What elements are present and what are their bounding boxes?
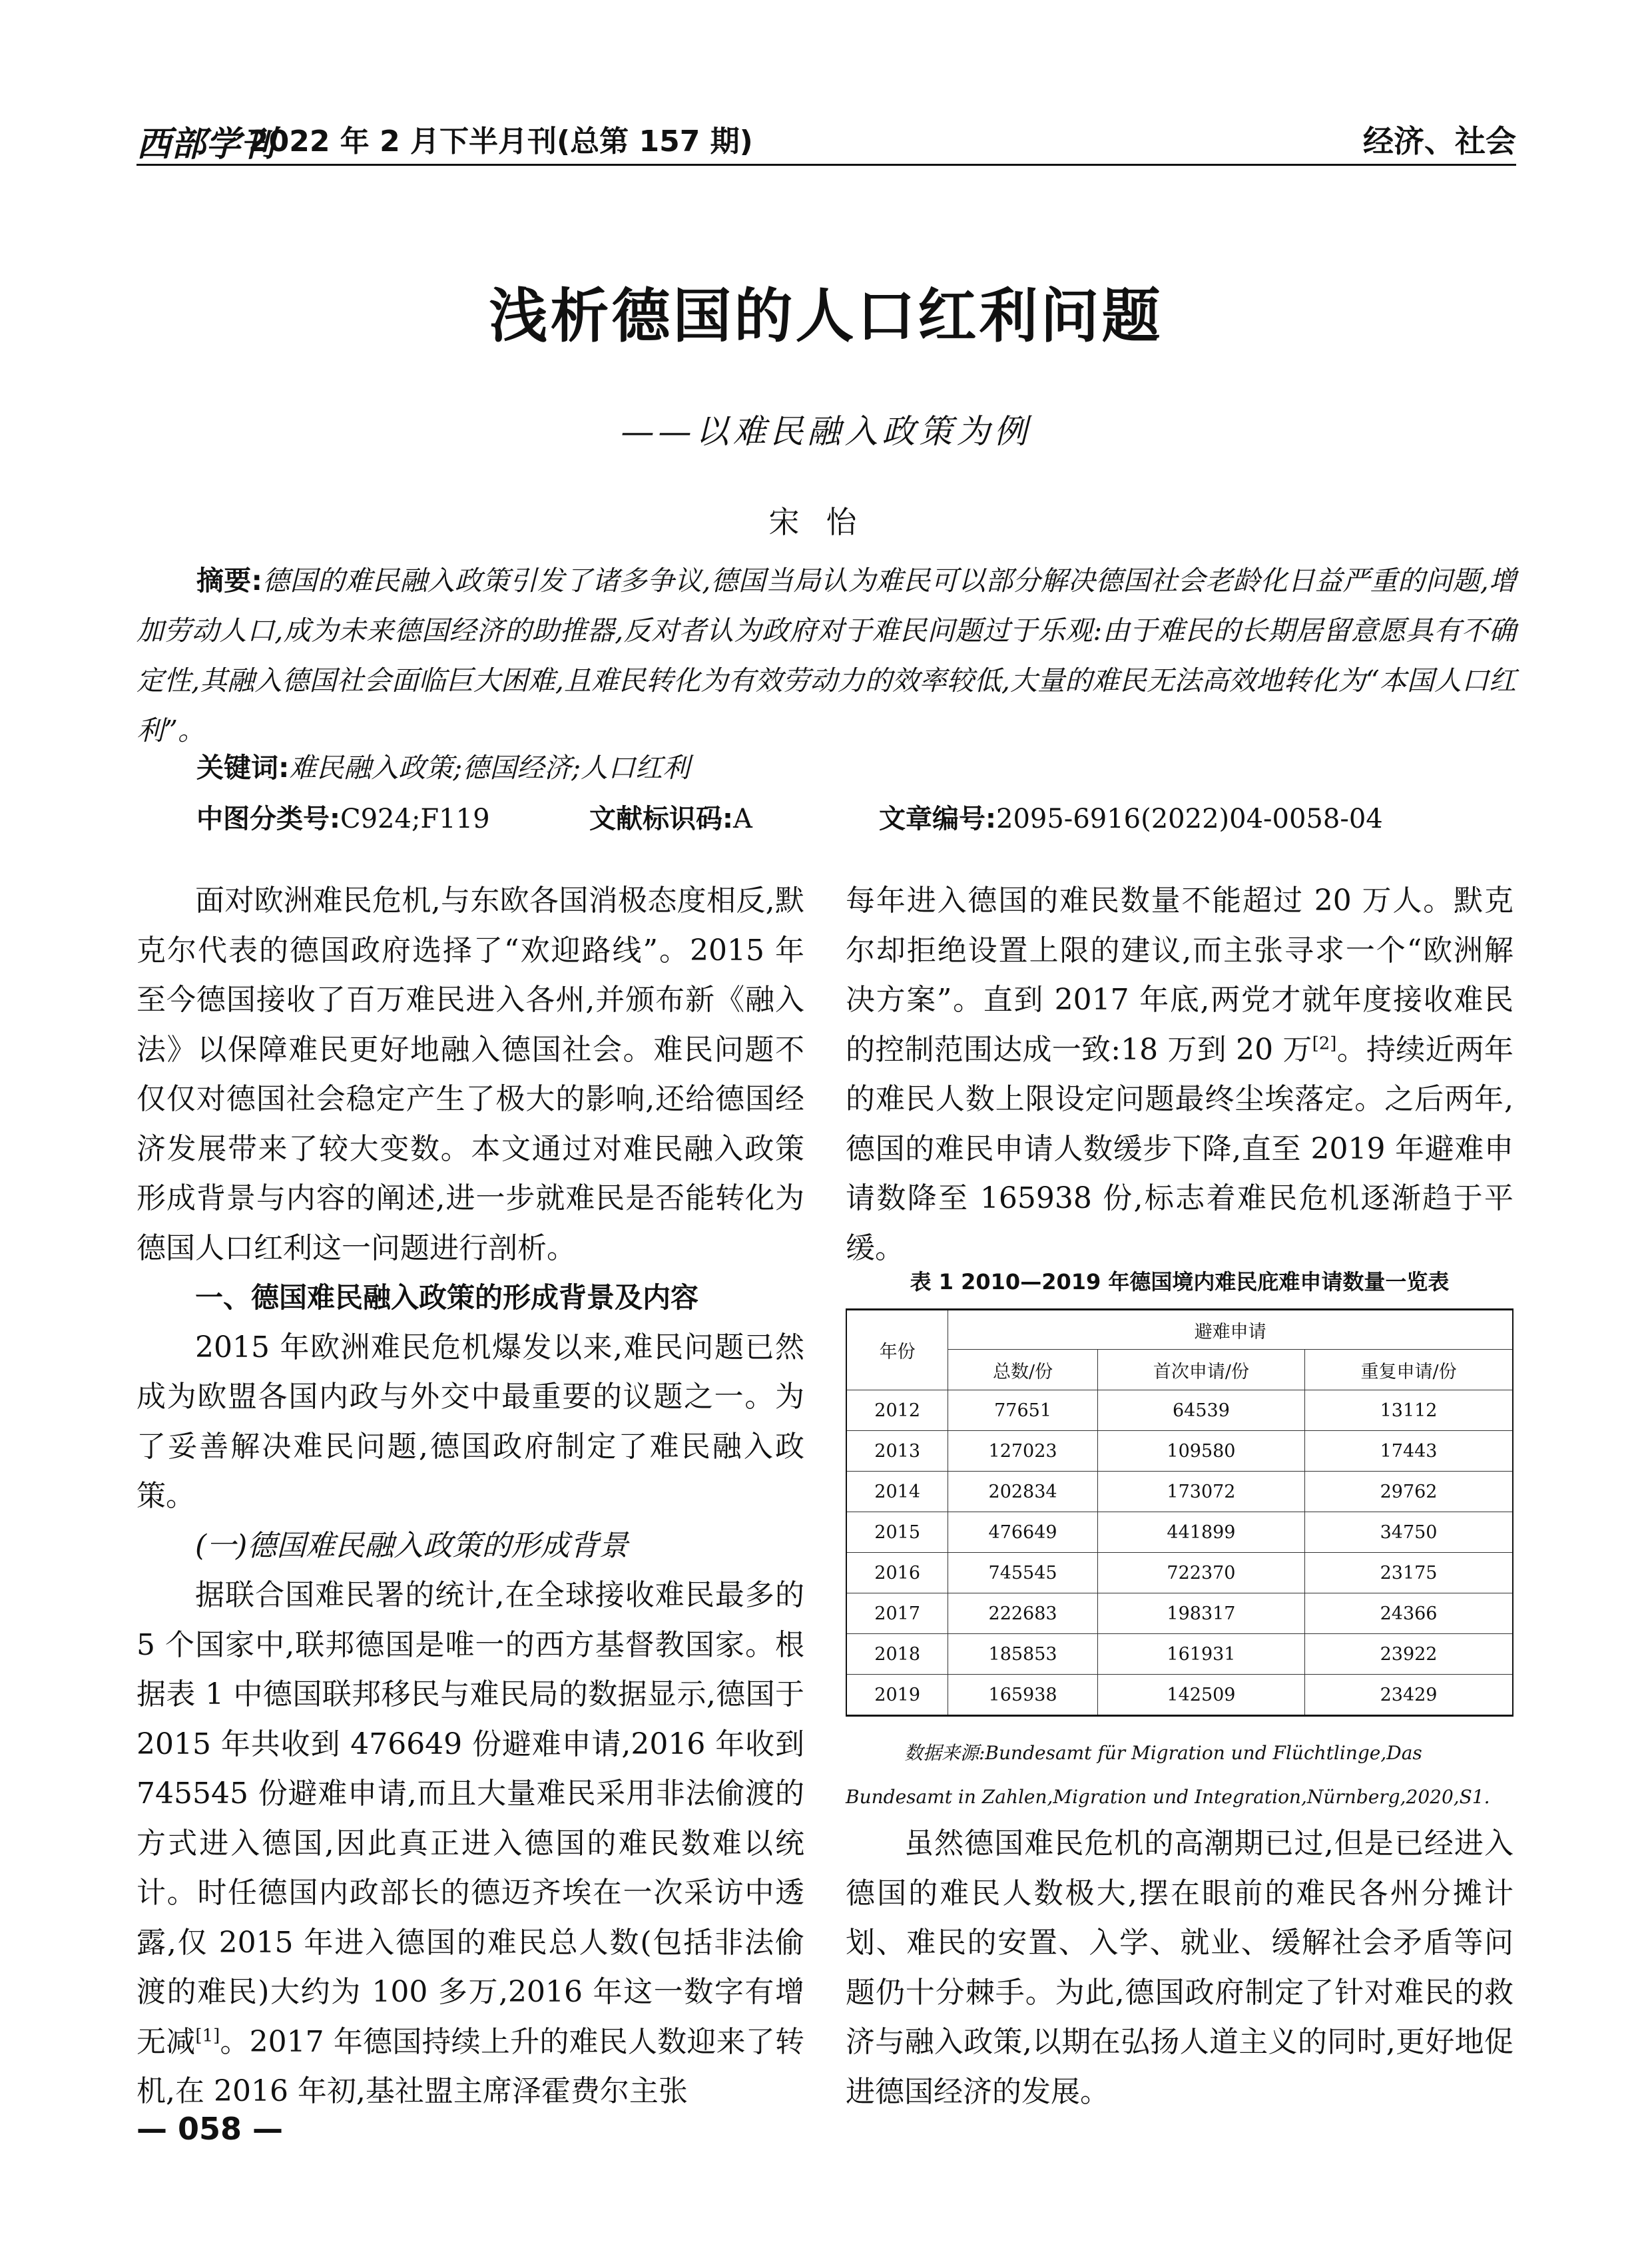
article-title: 浅析德国的人口红利问题	[489, 282, 1163, 350]
body-paragraph: 2015 年欧洲难民危机爆发以来,难民问题已然成为欧盟各国内政与外交中最重要的议题之一。为了妥善解决难民问题,德国政府制定了难民融入政策。	[137, 1330, 805, 1513]
author-name: 宋怡	[768, 504, 884, 540]
journal-logo: 西部学刊	[137, 124, 276, 164]
document-code	[589, 798, 752, 836]
body-paragraph: 虽然德国难民危机的高潮期已过,但是已经进入德国的难民人数极大,摆在眼前的难民各州分摊计划、难民的安置、入学、就业、缓解社会矛盾等问题仍十分棘手。为此,德国政府制定了针对难民的救济与融入政策,以期在弘扬人道主义的同时,更好地促进德国经济的发展。	[846, 1826, 1514, 2109]
article-subtitle: ——以难民融入政策为例	[621, 412, 1031, 451]
table-cell: 2019	[846, 1675, 948, 1716]
keywords	[196, 746, 690, 785]
keywords-label: 关键词:	[196, 752, 290, 784]
col-header-total: 总数/份	[948, 1350, 1097, 1390]
subsection-heading: (一)德国难民融入政策的形成背景	[195, 1528, 629, 1563]
table-cell: 29762	[1305, 1472, 1513, 1512]
citation-ref[interactable]: [2]	[1312, 1033, 1337, 1053]
table-row	[846, 1431, 1513, 1472]
table-cell: 23922	[1305, 1634, 1513, 1675]
table-cell: 23175	[1305, 1553, 1513, 1593]
body-paragraph: 面对欧洲难民危机,与东欧各国消极态度相反,默克尔代表的德国政府选择了“欢迎路线”。2015 年至今德国接收了百万难民进入各州,并颁布新《融入法》以保障难民更好地融入德国社会。难民问题不仅仅对德国社会稳定产生了极大的影响,还给德国经济发展带来了较大变数。本文通过对难民融入政策形成背景与内容的阐述,进一步就难民是否能转化为德国人口红利这一问题进行剖析。	[137, 884, 804, 1265]
abstract-label: 摘要:	[196, 565, 262, 597]
table-cell: 34750	[1305, 1512, 1513, 1553]
table-cell: 198317	[1097, 1593, 1304, 1634]
running-header	[137, 112, 1516, 166]
body-text: 。持续近两年的难民人数上限设定问题最终尘埃落定。之后两年,德国的难民申请人数缓步下降,直至 2019 年避难申请数降至 165938 份,标志着难民危机逐渐趋于平缓。	[846, 1032, 1514, 1265]
section-heading: 一、德国难民融入政策的形成背景及内容	[195, 1281, 699, 1314]
table-row	[846, 1472, 1513, 1512]
table-cell: 2015	[846, 1512, 948, 1553]
articleno-value: 2095-6916(2022)04-0058-04	[996, 804, 1383, 834]
table-cell: 17443	[1305, 1431, 1513, 1472]
table-cell: 2012	[846, 1390, 948, 1431]
col-header-repeat: 重复申请/份	[1305, 1350, 1513, 1390]
body-column-left	[137, 876, 804, 2117]
table-cell: 127023	[948, 1431, 1097, 1472]
abstract-text: 德国的难民融入政策引发了诸多争议,德国当局认为难民可以部分解决德国社会老龄化日益严重的问题,增加劳动人口,成为未来德国经济的助推器,反对者认为政府对于难民问题过于乐观:由于难民的长期居留意愿具有不确定性,其融入德国社会面临巨大困难,且难民转化为有效劳动力的效率较低,大量的难民无法高效地转化为“本国人口红利”。	[137, 565, 1517, 746]
table-cell: 202834	[948, 1472, 1097, 1512]
table-cell: 24366	[1305, 1593, 1513, 1634]
clc-label: 中图分类号:	[196, 804, 340, 834]
table-cell: 165938	[948, 1675, 1097, 1716]
issue-info: 2022 年 2 月下半月刊(总第 157 期)	[248, 125, 753, 158]
table-cell: 722370	[1097, 1553, 1304, 1593]
section-label: 经济、社会	[1363, 123, 1516, 159]
table-cell: 476649	[948, 1512, 1097, 1553]
table-row	[846, 1512, 1513, 1553]
page-number: — 058 —	[137, 2111, 284, 2147]
body-paragraph	[846, 876, 1514, 1273]
col-header-group: 避难申请	[948, 1310, 1513, 1350]
body-text: 据联合国难民署的统计,在全球接收难民最多的 5 个国家中,联邦德国是唯一的西方基督教国家。根据表 1 中德国联邦移民与难民局的数据显示,德国于 2015 年共收到 476649 份避难申请,2016 年收到 745545 份避难申请,而且大量难民采用非法偷渡的方式进入德国,因此真正进入德国的难民数难以统计。时任德国内政部长的德迈齐埃在一次采访中透露,仅 2015 年进入德国的难民总人数(包括非法偷渡的难民)大约为 100 多万,2016 年这一数字有增无减	[137, 1578, 804, 2059]
abstract	[137, 556, 1516, 756]
table-cell: 173072	[1097, 1472, 1304, 1512]
table-cell: 142509	[1097, 1675, 1304, 1716]
body-column-right-lower	[846, 1819, 1514, 2117]
table-cell: 185853	[948, 1634, 1097, 1675]
table-cell: 2018	[846, 1634, 948, 1675]
table-cell: 441899	[1097, 1512, 1304, 1553]
table-cell: 222683	[948, 1593, 1097, 1634]
table-cell: 64539	[1097, 1390, 1304, 1431]
table-caption: 表 1 2010—2019 年德国境内难民庇难申请数量一览表	[910, 1269, 1450, 1294]
table-row	[846, 1390, 1513, 1431]
table-row	[846, 1593, 1513, 1634]
table-cell: 109580	[1097, 1431, 1304, 1472]
body-paragraph	[137, 1571, 804, 2117]
table-cell: 2014	[846, 1472, 948, 1512]
keywords-text: 难民融入政策;德国经济;人口红利	[289, 752, 690, 784]
table-cell: 2017	[846, 1593, 948, 1634]
data-table-container	[846, 1308, 1514, 1717]
asylum-data-table	[846, 1308, 1514, 1717]
doccode-value: A	[733, 804, 752, 834]
article-number	[879, 798, 1383, 836]
table-cell: 161931	[1097, 1634, 1304, 1675]
table-cell: 23429	[1305, 1675, 1513, 1716]
table-cell: 77651	[948, 1390, 1097, 1431]
table-row	[846, 1553, 1513, 1593]
doccode-label: 文献标识码:	[589, 804, 733, 834]
body-text: 每年进入德国的难民数量不能超过 20 万人。默克尔却拒绝设置上限的建议,而主张寻求一个“欧洲解决方案”。直到 2017 年底,两党才就年度接收难民的控制范围达成一致:18 万到 20 万	[846, 884, 1514, 1067]
articleno-label: 文章编号:	[879, 804, 996, 834]
table-cell: 13112	[1305, 1390, 1513, 1431]
body-column-right	[846, 876, 1514, 1273]
body-text: 。2017 年德国持续上升的难民人数迎来了转机,在 2016 年初,基社盟主席泽霍费尔主张	[137, 2024, 804, 2108]
citation-ref[interactable]: [1]	[195, 2025, 220, 2046]
clc-value: C924;F119	[340, 804, 490, 834]
col-header-first: 首次申请/份	[1097, 1350, 1304, 1390]
clc-number	[196, 798, 490, 836]
table-cell: 2016	[846, 1553, 948, 1593]
table-body	[846, 1390, 1513, 1716]
table-row	[846, 1634, 1513, 1675]
table-source: 数据来源:Bundesamt für Migration und Flüchtlinge,Das Bundesamt in Zahlen,Migration und Integration,Nürnberg,2020,S1.	[846, 1742, 1490, 1808]
table-row	[846, 1675, 1513, 1716]
col-header-year: 年份	[846, 1310, 948, 1390]
table-cell: 745545	[948, 1553, 1097, 1593]
table-cell: 2013	[846, 1431, 948, 1472]
